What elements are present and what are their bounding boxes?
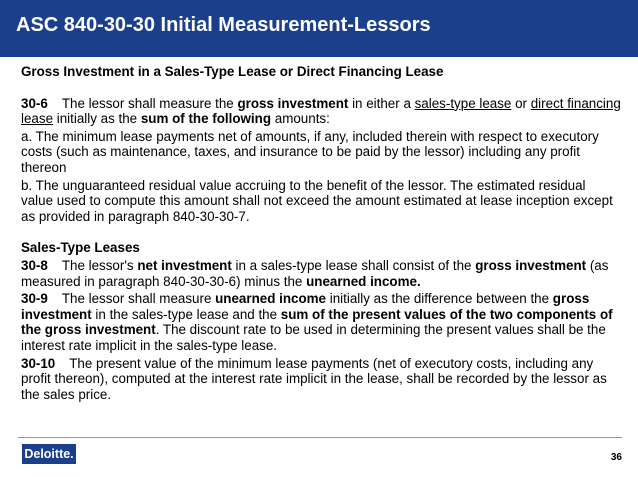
term-unearned-income: unearned income xyxy=(215,291,326,307)
paragraph-number: 30-6 xyxy=(21,95,48,111)
section-heading-gross-investment: Gross Investment in a Sales-Type Lease or Direct Financing Lease xyxy=(21,64,444,79)
text-run: The present value of the minimum lease payments (net of executory costs, including any profit thereon), computed at the interest rate implicit in the lease, shall be recorded by the lessor as the sales price. xyxy=(21,355,607,402)
link-direct-financing-lease[interactable]: direct financing lease xyxy=(21,95,621,127)
list-item-b: b. The unguaranteed residual value accruing to the benefit of the lessor. The estimated residual value used to compute this amount shall not exceed the amount estimated at lease inception except as provided in paragraph 840-30-30-7. xyxy=(21,177,613,224)
text-run: amounts: xyxy=(271,111,330,127)
title-bar xyxy=(0,0,638,57)
paragraph-30-8 xyxy=(21,258,621,289)
paragraph-30-6 xyxy=(21,96,621,127)
slide-content xyxy=(21,64,621,402)
term-sum-of-following: sum of the following xyxy=(140,111,272,127)
text-run: or xyxy=(511,95,531,111)
paragraph-30-10 xyxy=(21,356,621,403)
list-item-a: a. The minimum lease payments net of amounts, if any, included therein with respect to executory costs (such as maintenance, taxes, and insurance to be paid by the lessor) including any profit thereon xyxy=(21,128,599,175)
link-sales-type-lease[interactable]: sales-type lease xyxy=(414,95,512,111)
text-run: initially as the difference between the xyxy=(326,291,553,307)
text-run: The lessor's xyxy=(61,257,138,273)
deloitte-logo xyxy=(22,444,76,464)
text-run: initially as the xyxy=(53,111,141,127)
term-gross-investment: gross investment xyxy=(475,257,587,273)
paragraph-number: 30-8 xyxy=(21,257,48,273)
section-heading-sales-type-leases: Sales-Type Leases xyxy=(21,240,140,256)
paragraph-number: 30-9 xyxy=(21,291,48,307)
text-run: in the sales-type lease and the xyxy=(91,306,281,322)
footer-divider xyxy=(18,437,622,438)
logo-text: Deloitte. xyxy=(24,447,74,461)
paragraph-30-9 xyxy=(21,291,621,353)
text-run: in either a xyxy=(348,95,415,111)
term-gross-investment: gross investment xyxy=(21,291,590,322)
text-run: (as measured in paragraph 840-30-30-6) minus the xyxy=(21,257,609,289)
text-run: The lessor shall measure xyxy=(61,291,216,307)
term-gross-investment: gross investment xyxy=(237,95,349,111)
slide-title: ASC 840-30-30 Initial Measurement-Lessors xyxy=(16,14,431,36)
paragraph-number: 30-10 xyxy=(21,355,56,371)
text-run: in a sales-type lease shall consist of the xyxy=(231,257,476,273)
text-run: . The discount rate to be used in determining the present values shall be the interest rate implicit in the sales-type lease. xyxy=(21,322,606,353)
term-net-investment: net investment xyxy=(137,257,232,273)
term-unearned-income: unearned income. xyxy=(306,273,421,289)
term-sum-of-present-values: sum of the present values of the two components of the gross investment xyxy=(21,306,613,338)
text-run: The lessor shall measure the xyxy=(61,95,238,111)
page-number: 36 xyxy=(610,452,622,463)
